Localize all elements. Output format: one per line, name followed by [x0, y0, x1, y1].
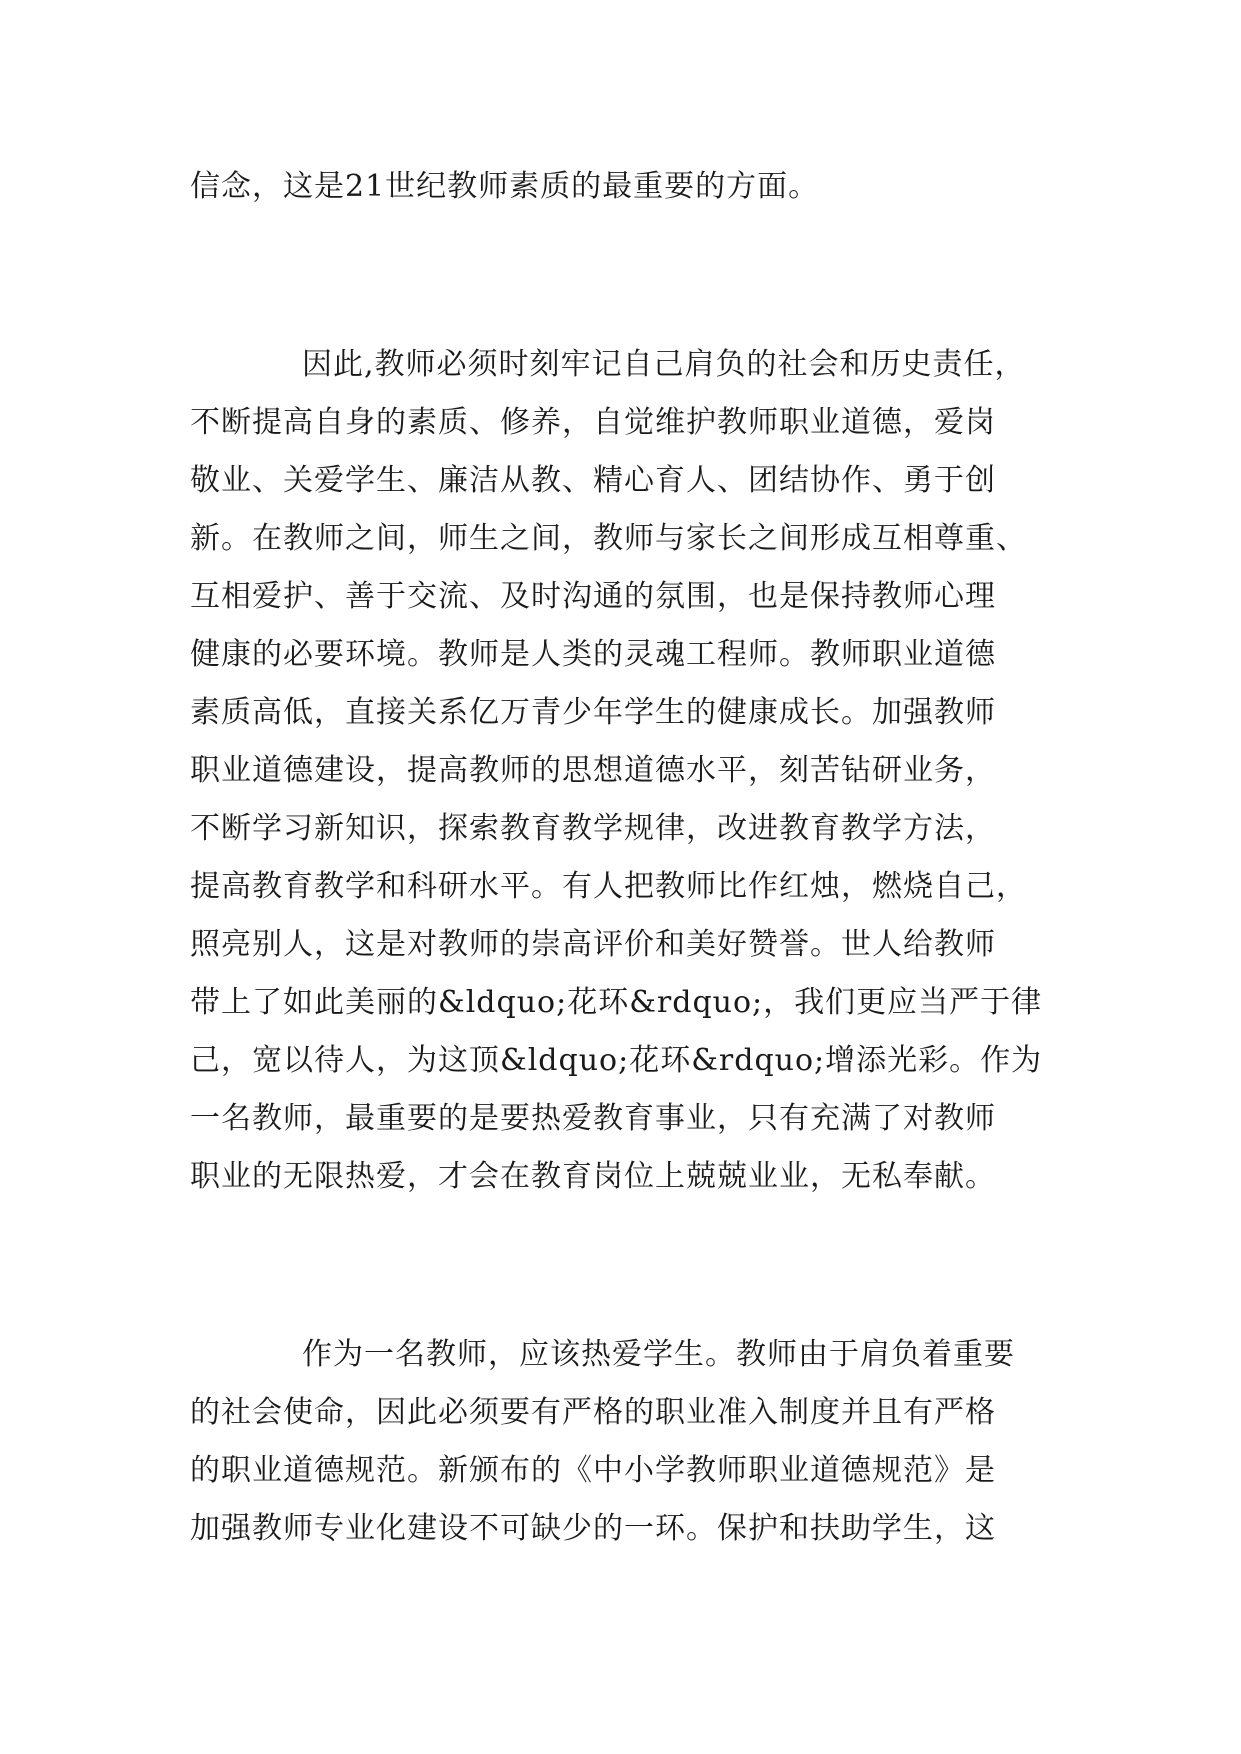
text-line: 加强教师专业化建设不可缺少的一环。保护和扶助学生，这 [190, 1511, 996, 1546]
text-line: 照亮别人，这是对教师的崇高评价和美好赞誉。世人给教师 [190, 927, 996, 962]
text-line: 的职业道德规范。新颁布的《中小学教师职业道德规范》是 [190, 1453, 996, 1488]
text-line: 己，宽以待人，为这顶&ldquo;花环&rdquo;增添光彩。作为 [190, 1043, 1043, 1078]
text-line: 信念，这是21世纪教师素质的最重要的方面。 [190, 169, 820, 204]
text-line: 素质高低，直接关系亿万青少年学生的健康成长。加强教师 [190, 695, 996, 730]
text-line: 不断提高自身的素质、修养，自觉维护教师职业道德，爱岗 [190, 405, 996, 440]
text-line: 新。在教师之间，师生之间，教师与家长之间形成互相尊重、 [190, 521, 1027, 556]
text-line: 职业道德建设，提高教师的思想道德水平，刻苦钻研业务， [190, 753, 996, 788]
text-line: 一名教师，最重要的是要热爱教育事业，只有充满了对教师 [190, 1101, 996, 1136]
paragraph-first-line: 作为一名教师，应该热爱学生。教师由于肩负着重要 [302, 1337, 1015, 1372]
text-line: 不断学习新知识，探索教育教学规律，改进教育教学方法， [190, 811, 996, 846]
text-line: 的社会使命，因此必须要有严格的职业准入制度并且有严格 [190, 1395, 996, 1430]
text-line: 敬业、关爱学生、廉洁从教、精心育人、团结协作、勇于创 [190, 463, 996, 498]
paragraph-first-line: 因此,教师必须时刻牢记自己肩负的社会和历史责任， [302, 347, 1026, 382]
text-line: 互相爱护、善于交流、及时沟通的氛围，也是保持教师心理 [190, 579, 996, 614]
text-line: 带上了如此美丽的&ldquo;花环&rdquo;，我们更应当严于律 [190, 985, 1043, 1020]
text-line: 健康的必要环境。教师是人类的灵魂工程师。教师职业道德 [190, 637, 996, 672]
text-line: 提高教育教学和科研水平。有人把教师比作红烛，燃烧自己， [190, 869, 1027, 904]
text-line: 职业的无限热爱，才会在教育岗位上兢兢业业，无私奉献。 [190, 1159, 996, 1194]
